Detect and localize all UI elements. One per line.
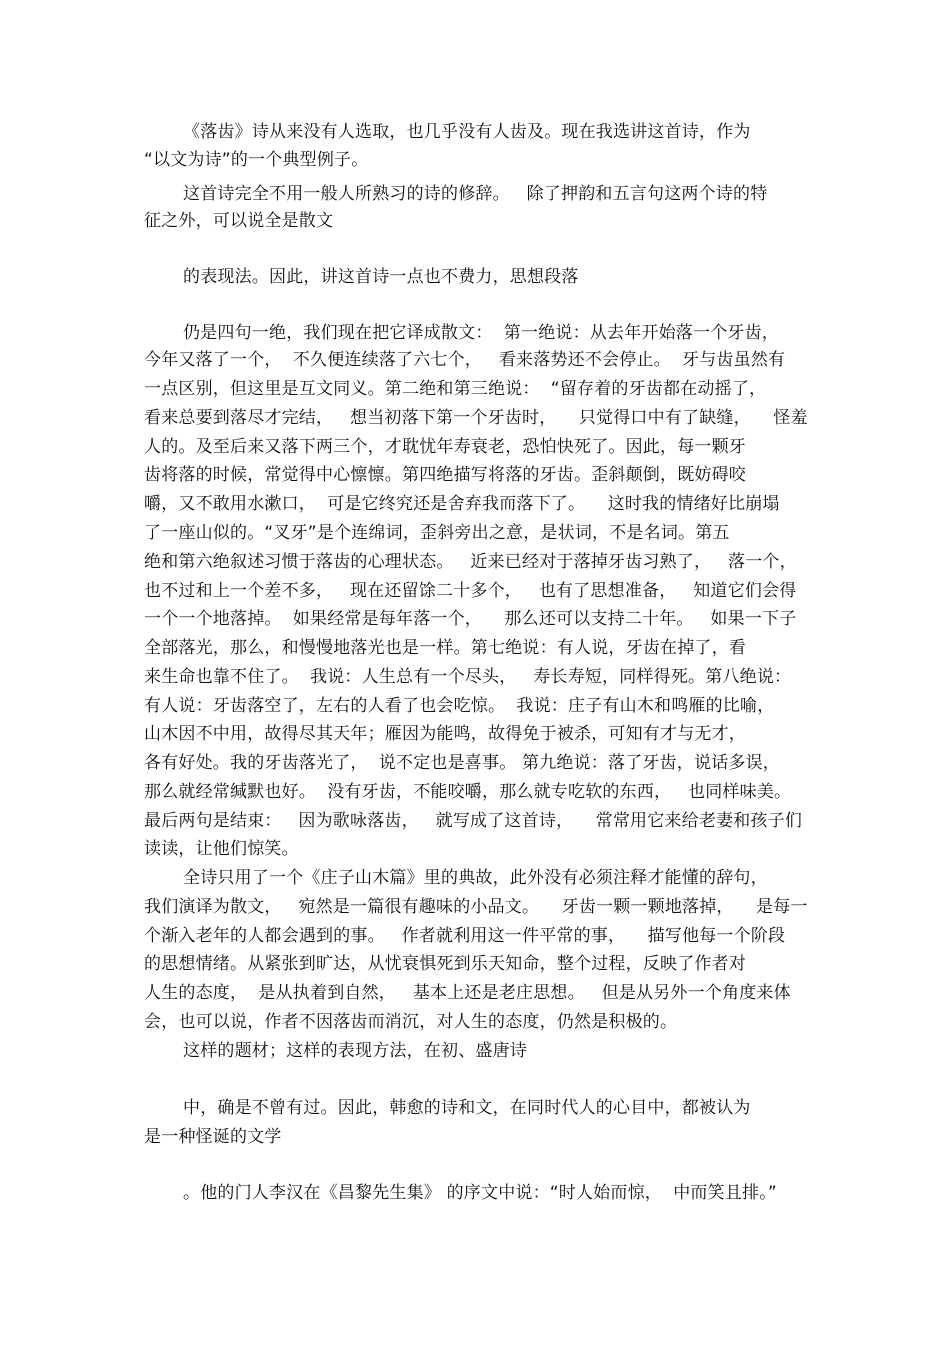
text-line: 人生的态度， 是从执着到自然， 基本上还是老庄思想。 但是从另外一个角度来体 <box>144 983 791 1003</box>
text-line: 那么就经常缄默也好。 没有牙齿，不能咬嚼，那么就专吃软的东西， 也同样味美。 <box>144 782 792 802</box>
text-line: 这首诗完全不用一般人所熟习的诗的修辞。 除了押韵和五言句这两个诗的特 <box>183 184 768 204</box>
text-line: 的表现法。因此，讲这首诗一点也不费力，思想段落 <box>183 267 579 287</box>
text-line: 绝和第六绝叙述习惯于落齿的心理状态。 近来已经对于落掉牙齿习熟了， 落一个， <box>144 552 797 572</box>
text-line: 齿将落的时候，常觉得中心懔懔。第四绝描写将落的牙齿。歪斜颠倒，既妨碍咬 <box>144 465 746 485</box>
text-line: 了一座山似的。“叉牙”是个连绵词，歪斜旁出之意，是状词，不是名词。第五 <box>144 523 730 543</box>
text-line: 个渐入老年的人都会遇到的事。 作者就利用这一件平常的事， 描写他每一个阶段 <box>144 926 786 946</box>
text-line: 的思想情绪。从紧张到旷达，从忧衰惧死到乐天知命，整个过程，反映了作者对 <box>144 954 746 974</box>
text-line: 。他的门人李汉在《昌黎先生集》 的序文中说：“时人始而惊， 中而笑且排。” <box>183 1183 777 1203</box>
text-line: 征之外，可以说全是散文 <box>144 211 334 231</box>
text-line: 各有好处。我的牙齿落光了， 说不定也是喜事。 第九绝说：落了牙齿，说话多误， <box>144 753 781 773</box>
text-line: 会，也可以说，作者不因落齿而消沉，对人生的态度，仍然是积极的。 <box>144 1012 678 1032</box>
text-line: 一点区别，但这里是互文同义。第二绝和第三绝说： “留存着的牙齿都在动摇了， <box>144 379 767 399</box>
text-line: 今年又落了一个， 不久便连续落了六七个， 看来落势还不会停止。 牙与齿虽然有 <box>144 350 786 370</box>
text-line: 是一种怪诞的文学 <box>144 1127 282 1147</box>
text-line: 读读，让他们惊笑。 <box>144 839 299 859</box>
text-line: 有人说：牙齿落空了，左右的人看了也会吃惊。 我说：庄子有山木和鸣雁的比喻， <box>144 696 775 716</box>
text-line: 嚼，又不敢用水漱口， 可是它终究还是舍弃我而落下了。 这时我的情绪好比崩塌 <box>144 494 780 514</box>
text-line: 来生命也靠不住了。 我说：人生总有一个尽头， 寿长寿短，同样得死。第八绝说： <box>144 667 792 687</box>
text-line: “以文为诗”的一个典型例子。 <box>144 150 369 170</box>
text-line: 全诗只用了一个《庄子山木篇》里的典故，此外没有必须注释才能懂的辞句， <box>183 868 768 888</box>
text-line: 人的。及至后来又落下两三个，才耽忧年寿衰老，恐怕快死了。因此，每一颗牙 <box>144 437 746 457</box>
text-line: 也不过和上一个差不多， 现在还留馀二十多个， 也有了思想准备， 知道它们会得 <box>144 581 797 601</box>
text-line: 仍是四句一绝，我们现在把它译成散文： 第一绝说：从去年开始落一个牙齿， <box>183 323 780 343</box>
text-line: 我们演译为散文， 宛然是一篇很有趣味的小品文。 牙齿一颗一颗地落掉， 是每一 <box>144 897 808 917</box>
text-line: 看来总要到落尽才完结， 想当初落下第一个牙齿时， 只觉得口中有了缺缝， 怪羞 <box>144 408 808 428</box>
text-line: 全部落光，那么，和慢慢地落光也是一样。第七绝说：有人说，牙齿在掉了，看 <box>144 638 746 658</box>
text-line: 《落齿》诗从来没有人选取，也几乎没有人齿及。现在我选讲这首诗，作为 <box>183 122 751 142</box>
text-line: 中，确是不曾有过。因此，韩愈的诗和文，在同时代人的心目中，都被认为 <box>183 1098 751 1118</box>
text-line: 山木因不中用，故得尽其天年；雁因为能鸣，故得免于被杀，可知有才与无才， <box>144 724 746 744</box>
text-line: 最后两句是结束： 因为歌咏落齿， 就写成了这首诗， 常常用它来给老妻和孩子们 <box>144 811 803 831</box>
text-line: 一个一个地落掉。 如果经常是每年落一个， 那么还可以支持二十年。 如果一下子 <box>144 609 797 629</box>
text-line: 这样的题材；这样的表现方法，在初、盛唐诗 <box>183 1041 527 1061</box>
